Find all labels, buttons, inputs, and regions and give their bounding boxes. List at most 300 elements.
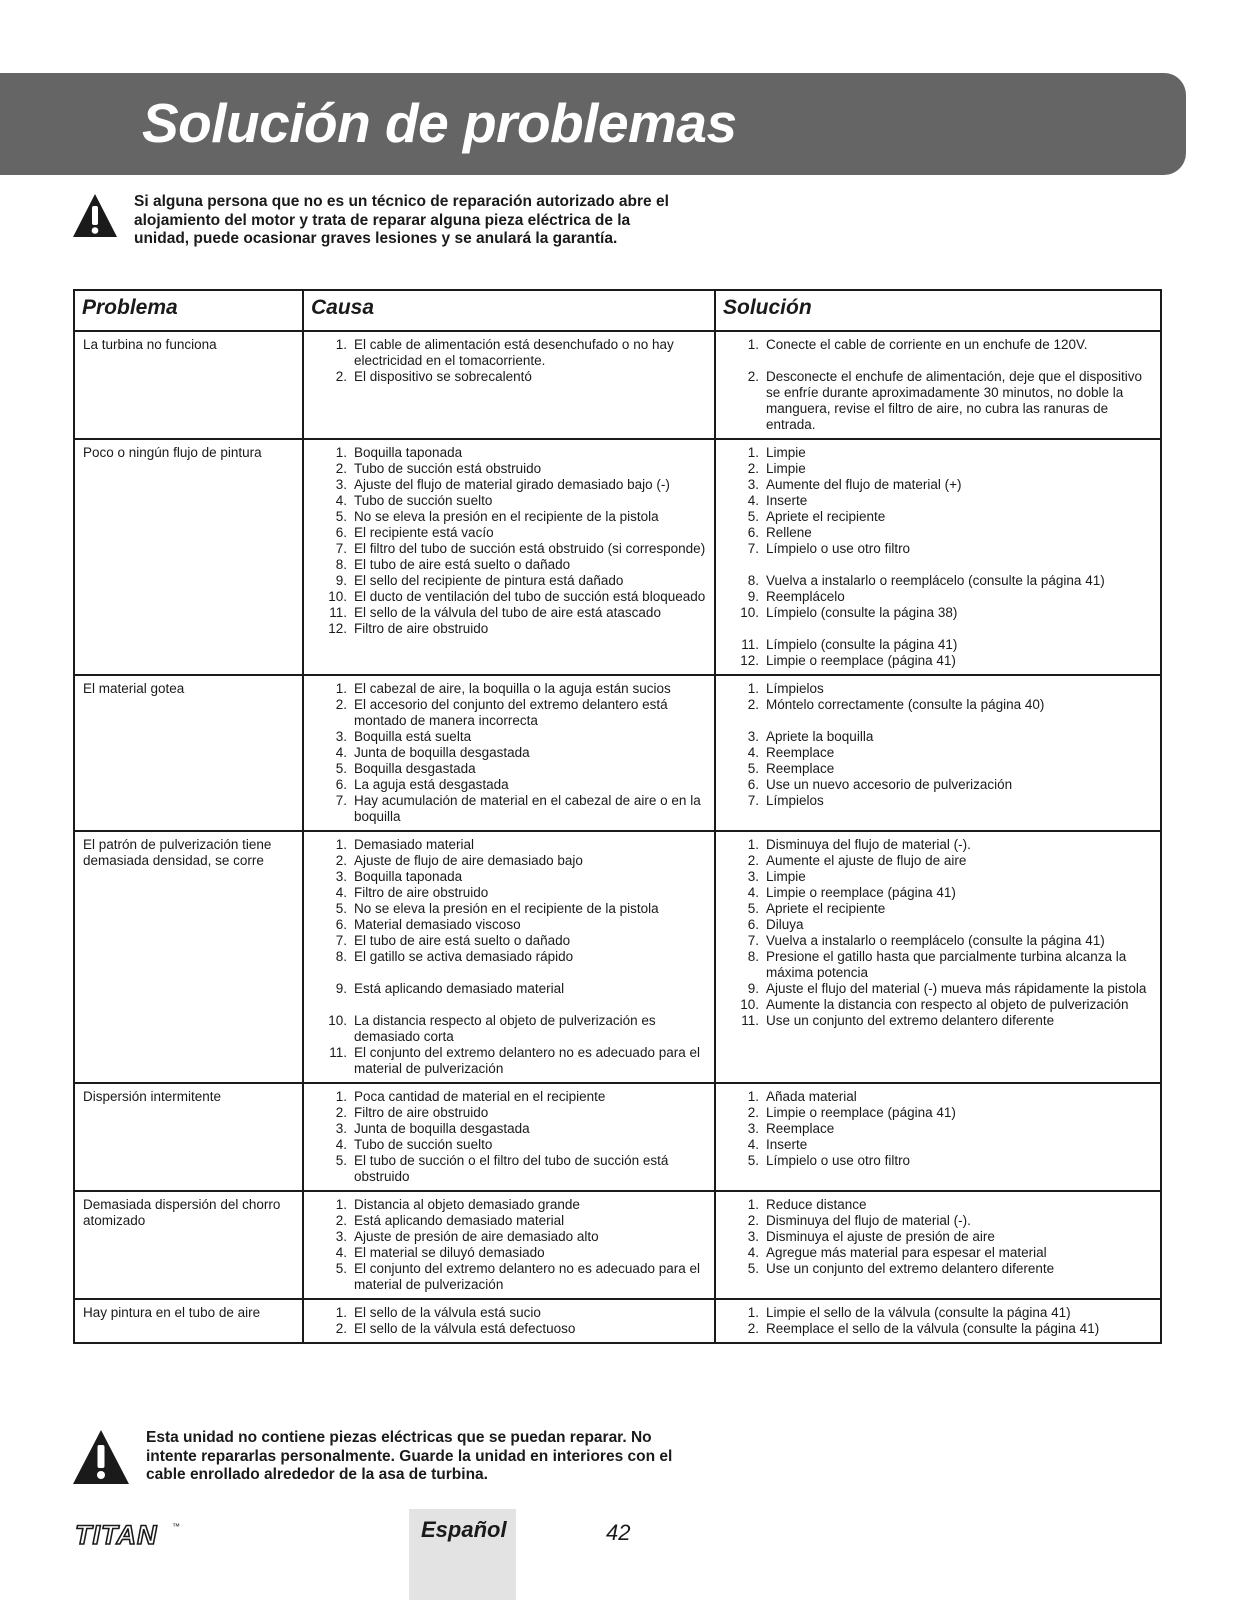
item-number: 11. — [741, 637, 759, 652]
list-item — [312, 1261, 708, 1293]
item-number: 6. — [335, 525, 347, 540]
item-number: 2. — [335, 369, 347, 384]
cause-cell — [303, 1191, 715, 1299]
item-number: 5. — [747, 1153, 759, 1168]
item-text: Vuelva a instalarlo o reemplácelo (consulte la página 41) — [766, 573, 1105, 588]
item-number: 3. — [747, 477, 759, 492]
item-number: 1. — [747, 1305, 759, 1320]
title-banner — [0, 73, 1186, 175]
item-number: 2. — [335, 697, 347, 712]
trademark-symbol: ™ — [172, 1522, 180, 1531]
item-text: La distancia respecto al objeto de pulverización es demasiado corta — [354, 1013, 656, 1044]
item-number: 7. — [747, 793, 759, 808]
item-number: 3. — [747, 869, 759, 884]
problem-cell: El patrón de pulverización tiene demasiada densidad, se corre — [74, 831, 303, 1083]
item-text: Añada material — [766, 1089, 857, 1104]
item-number: 5. — [747, 901, 759, 916]
list-item — [724, 697, 1154, 713]
solution-list — [724, 337, 1154, 433]
warning-bottom-text: Esta unidad no contiene piezas eléctricas que se puedan reparar. No intente repararlas personalmente. Guarde la unidad en interiores con el cable enrollado alrededor de la asa de turbina. — [146, 1429, 673, 1483]
item-number: 5. — [747, 761, 759, 776]
list-item — [312, 1013, 708, 1045]
item-text: El accesorio del conjunto del extremo delantero está montado de manera incorrecta — [354, 697, 668, 728]
list-item — [312, 853, 708, 869]
item-text: Reemplace — [766, 745, 835, 760]
cause-list — [312, 681, 708, 825]
solution-list — [724, 445, 1154, 669]
item-number: 4. — [335, 493, 347, 508]
item-number: 3. — [335, 869, 347, 884]
item-text: El gatillo se activa demasiado rápido — [354, 949, 574, 964]
list-item — [312, 1321, 708, 1337]
list-item — [312, 885, 708, 901]
warning-icon — [72, 1429, 130, 1485]
item-number: 1. — [335, 445, 347, 460]
problem-cell: Hay pintura en el tubo de aire — [74, 1299, 303, 1343]
item-text: Límpielo o use otro filtro — [766, 541, 911, 556]
item-number: 2. — [747, 461, 759, 476]
warning-bottom — [72, 1429, 686, 1485]
problem-cell: El material gotea — [74, 675, 303, 831]
list-item — [312, 1213, 708, 1229]
item-number: 6. — [335, 917, 347, 932]
item-number: 3. — [335, 729, 347, 744]
cause-cell — [303, 331, 715, 439]
troubleshooting-table — [73, 289, 1162, 1344]
list-item — [724, 1321, 1154, 1337]
item-text: La aguja está desgastada — [354, 777, 509, 792]
item-text: Limpie o reemplace (página 41) — [766, 653, 956, 668]
table-row — [74, 331, 1161, 439]
list-item — [724, 837, 1154, 853]
list-item — [724, 1213, 1154, 1229]
list-item — [724, 1121, 1154, 1137]
cause-list — [312, 1305, 708, 1337]
item-number: 2. — [747, 1213, 759, 1228]
list-item — [312, 461, 708, 477]
item-text: Tubo de succión está obstruido — [354, 461, 542, 476]
list-item — [724, 793, 1154, 809]
item-number: 10. — [740, 605, 759, 620]
list-item — [312, 493, 708, 509]
item-text: Disminuya del flujo de material (-). — [766, 837, 971, 852]
table-header-row — [74, 290, 1161, 331]
item-text: Material demasiado viscoso — [354, 917, 521, 932]
item-text: El conjunto del extremo delantero no es adecuado para el material de pulverización — [354, 1261, 700, 1292]
item-number: 1. — [747, 337, 759, 352]
item-text: El cable de alimentación está desenchufado o no hay electricidad en el tomacorriente. — [354, 337, 674, 368]
item-text: Boquilla está suelta — [354, 729, 472, 744]
item-number: 2. — [747, 369, 759, 384]
list-item — [724, 981, 1154, 997]
item-text: Ajuste de flujo de aire demasiado bajo — [354, 853, 583, 868]
list-item — [312, 1229, 708, 1245]
item-number: 4. — [335, 885, 347, 900]
cause-cell — [303, 831, 715, 1083]
item-number: 2. — [747, 1321, 759, 1336]
item-text: Disminuya del flujo de material (-). — [766, 1213, 971, 1228]
list-item — [312, 1197, 708, 1213]
item-text: Límpielos — [766, 793, 824, 808]
table-row — [74, 1299, 1161, 1343]
list-item — [312, 557, 708, 573]
list-item — [724, 337, 1154, 353]
list-item — [312, 369, 708, 385]
list-item — [724, 745, 1154, 761]
item-number: 2. — [747, 853, 759, 868]
list-item — [312, 917, 708, 933]
item-number: 2. — [747, 1105, 759, 1120]
list-item — [312, 777, 708, 793]
item-number: 8. — [335, 949, 347, 964]
item-text: Hay acumulación de material en el cabezal de aire o en la boquilla — [354, 793, 701, 824]
item-text: El sello de la válvula del tubo de aire está atascado — [354, 605, 661, 620]
item-text: Limpie — [766, 445, 806, 460]
item-text: El tubo de aire está suelto o dañado — [354, 557, 571, 572]
item-number: 1. — [335, 1305, 347, 1320]
list-item — [312, 1153, 708, 1185]
item-number: 1. — [335, 1089, 347, 1104]
cause-list — [312, 445, 708, 637]
page-title: Solución de problemas — [142, 92, 737, 154]
item-text: Limpie o reemplace (página 41) — [766, 1105, 956, 1120]
problem-cell: Poco o ningún flujo de pintura — [74, 439, 303, 675]
item-number: 1. — [747, 445, 759, 460]
item-number: 5. — [335, 1261, 347, 1276]
item-number: 4. — [747, 1245, 759, 1260]
list-item — [724, 493, 1154, 509]
item-number: 5. — [747, 509, 759, 524]
item-number: 3. — [335, 1121, 347, 1136]
warning-top-text: Si alguna persona que no es un técnico de reparación autorizado abre el alojamiento del motor y trata de reparar alguna pieza eléctrica de la unidad, puede ocasionar graves lesiones y se anulará la garantía. — [134, 193, 669, 247]
item-text: Reduce distance — [766, 1197, 867, 1212]
solution-cell — [715, 1083, 1161, 1191]
list-item — [312, 525, 708, 541]
item-number: 5. — [335, 1153, 347, 1168]
list-item — [724, 901, 1154, 917]
list-item — [312, 901, 708, 917]
item-number: 1. — [747, 837, 759, 852]
item-text: Tubo de succión suelto — [354, 1137, 493, 1152]
list-item — [312, 681, 708, 697]
header-solution: Solución — [715, 290, 1161, 331]
item-text: Límpielo o use otro filtro — [766, 1153, 911, 1168]
item-text: El ducto de ventilación del tubo de succión está bloqueado — [354, 589, 706, 604]
item-text: Móntelo correctamente (consulte la página 40) — [766, 697, 1045, 712]
item-text: Vuelva a instalarlo o reemplácelo (consulte la página 41) — [766, 933, 1105, 948]
list-item — [724, 1013, 1154, 1029]
item-number: 11. — [329, 605, 347, 620]
item-number: 1. — [335, 337, 347, 352]
list-item — [724, 1229, 1154, 1245]
item-text: El cabezal de aire, la boquilla o la aguja están sucios — [354, 681, 671, 696]
warning-icon — [72, 193, 118, 239]
item-text: Inserte — [766, 1137, 808, 1152]
item-text: Rellene — [766, 525, 812, 540]
item-number: 7. — [335, 793, 347, 808]
list-item — [724, 761, 1154, 777]
item-number: 4. — [335, 745, 347, 760]
cause-list — [312, 1089, 708, 1185]
list-item — [312, 697, 708, 729]
table-row — [74, 675, 1161, 831]
list-item — [312, 605, 708, 621]
item-number: 1. — [747, 1089, 759, 1104]
item-number: 2. — [747, 697, 759, 712]
item-number: 7. — [747, 541, 759, 556]
item-text: Use un conjunto del extremo delantero diferente — [766, 1013, 1055, 1028]
list-item — [312, 337, 708, 369]
item-number: 10. — [328, 1013, 347, 1028]
list-item — [312, 729, 708, 745]
item-number: 12. — [740, 653, 759, 668]
cause-cell — [303, 1299, 715, 1343]
list-item — [312, 1105, 708, 1121]
item-text: El material se diluyó demasiado — [354, 1245, 545, 1260]
item-text: Desconecte el enchufe de alimentación, deje que el dispositivo se enfríe durante aproximadamente 30 minutos, no doble la manguera, revise el filtro de aire, no cubra las ranuras de entrada. — [766, 369, 1142, 432]
item-text: Está aplicando demasiado material — [354, 981, 565, 996]
item-text: Aumente la distancia con respecto al objeto de pulverización — [766, 997, 1129, 1012]
list-item — [312, 621, 708, 637]
list-item — [312, 573, 708, 589]
item-number: 1. — [335, 681, 347, 696]
item-text: Reemplácelo — [766, 589, 845, 604]
item-text: El dispositivo se sobrecalentó — [354, 369, 532, 384]
list-item — [312, 1089, 708, 1105]
item-text: Apriete el recipiente — [766, 509, 886, 524]
item-text: Límpielo (consulte la página 38) — [766, 605, 958, 620]
item-text: El filtro del tubo de succión está obstruido (si corresponde) — [354, 541, 706, 556]
item-text: El conjunto del extremo delantero no es adecuado para el material de pulverización — [354, 1045, 700, 1076]
list-item — [724, 681, 1154, 697]
item-text: Limpie o reemplace (página 41) — [766, 885, 956, 900]
list-item — [724, 573, 1154, 589]
cause-list — [312, 837, 708, 1077]
list-item — [724, 541, 1154, 557]
item-text: Disminuya el ajuste de presión de aire — [766, 1229, 995, 1244]
list-item — [724, 509, 1154, 525]
list-item — [724, 637, 1154, 653]
item-text: Boquilla desgastada — [354, 761, 476, 776]
problem-cell: La turbina no funciona — [74, 331, 303, 439]
list-item — [724, 1153, 1154, 1169]
language-tab — [409, 1509, 516, 1600]
problem-cell: Demasiada dispersión del chorro atomizado — [74, 1191, 303, 1299]
item-number: 4. — [335, 1137, 347, 1152]
solution-cell — [715, 675, 1161, 831]
cause-cell — [303, 675, 715, 831]
list-item — [724, 917, 1154, 933]
item-number: 11. — [329, 1045, 347, 1060]
item-number: 5. — [335, 509, 347, 524]
warning-top — [72, 193, 674, 249]
item-text: El tubo de aire está suelto o dañado — [354, 933, 571, 948]
table-row — [74, 439, 1161, 675]
list-item — [312, 869, 708, 885]
table-row — [74, 831, 1161, 1083]
list-item — [724, 885, 1154, 901]
solution-list — [724, 1197, 1154, 1277]
item-text: Filtro de aire obstruido — [354, 885, 489, 900]
item-number: 7. — [747, 933, 759, 948]
problem-cell: Dispersión intermitente — [74, 1083, 303, 1191]
list-item — [724, 1105, 1154, 1121]
item-number: 10. — [328, 589, 347, 604]
item-number: 1. — [335, 837, 347, 852]
list-item — [724, 1305, 1154, 1321]
item-number: 6. — [747, 777, 759, 792]
item-text: Reemplace el sello de la válvula (consulte la página 41) — [766, 1321, 1100, 1336]
item-number: 6. — [335, 777, 347, 792]
solution-cell — [715, 331, 1161, 439]
list-item — [312, 949, 708, 965]
list-item — [724, 869, 1154, 885]
item-text: Presione el gatillo hasta que parcialmente turbina alcanza la máxima potencia — [766, 949, 1127, 980]
list-item — [312, 793, 708, 825]
item-text: Reemplace — [766, 1121, 835, 1136]
item-number: 2. — [335, 1213, 347, 1228]
item-text: Filtro de aire obstruido — [354, 621, 489, 636]
solution-cell — [715, 1299, 1161, 1343]
list-item — [724, 477, 1154, 493]
item-text: Boquilla taponada — [354, 869, 463, 884]
item-text: El sello de la válvula está defectuoso — [354, 1321, 576, 1336]
item-text: Junta de boquilla desgastada — [354, 745, 530, 760]
item-number: 5. — [747, 1261, 759, 1276]
list-item — [724, 605, 1154, 621]
item-number: 12. — [328, 621, 347, 636]
list-item — [312, 1121, 708, 1137]
item-number: 8. — [335, 557, 347, 572]
item-number: 5. — [335, 901, 347, 916]
list-item — [312, 445, 708, 461]
list-item — [312, 1245, 708, 1261]
cause-list — [312, 337, 708, 385]
solution-list — [724, 1305, 1154, 1337]
item-number: 4. — [747, 1137, 759, 1152]
list-item — [312, 837, 708, 853]
item-number: 4. — [747, 493, 759, 508]
item-text: Poca cantidad de material en el recipiente — [354, 1089, 606, 1104]
item-number: 3. — [747, 1121, 759, 1136]
item-number: 3. — [747, 729, 759, 744]
item-text: Reemplace — [766, 761, 835, 776]
item-number: 11. — [741, 1013, 759, 1028]
item-text: El sello de la válvula está sucio — [354, 1305, 541, 1320]
list-item — [724, 1089, 1154, 1105]
item-text: Apriete el recipiente — [766, 901, 886, 916]
list-item — [312, 745, 708, 761]
list-item — [724, 525, 1154, 541]
solution-list — [724, 1089, 1154, 1169]
item-number: 9. — [335, 981, 347, 996]
item-text: Está aplicando demasiado material — [354, 1213, 565, 1228]
list-item — [724, 853, 1154, 869]
item-number: 5. — [335, 761, 347, 776]
item-text: Use un nuevo accesorio de pulverización — [766, 777, 1013, 792]
solution-list — [724, 681, 1154, 809]
item-text: El tubo de succión o el filtro del tubo de succión está obstruido — [354, 1153, 669, 1184]
list-item — [724, 1137, 1154, 1153]
header-problem: Problema — [74, 290, 303, 331]
list-item — [724, 653, 1154, 669]
cause-cell — [303, 439, 715, 675]
item-text: Ajuste de presión de aire demasiado alto — [354, 1229, 599, 1244]
item-text: Diluya — [766, 917, 804, 932]
item-text: Ajuste del flujo de material girado demasiado bajo (-) — [354, 477, 670, 492]
item-number: 2. — [335, 853, 347, 868]
item-number: 4. — [747, 885, 759, 900]
list-item — [724, 997, 1154, 1013]
item-text: Límpielos — [766, 681, 824, 696]
item-text: Limpie — [766, 461, 806, 476]
cause-list — [312, 1197, 708, 1293]
item-number: 2. — [335, 1105, 347, 1120]
item-text: Ajuste el flujo del material (-) mueva más rápidamente la pistola — [766, 981, 1147, 996]
item-text: Límpielo (consulte la página 41) — [766, 637, 958, 652]
header-cause: Causa — [303, 290, 715, 331]
item-text: Distancia al objeto demasiado grande — [354, 1197, 580, 1212]
item-text: No se eleva la presión en el recipiente de la pistola — [354, 901, 659, 916]
item-number: 2. — [335, 1321, 347, 1336]
list-item — [312, 509, 708, 525]
brand-text: TITAN — [75, 1520, 158, 1550]
item-text: Filtro de aire obstruido — [354, 1105, 489, 1120]
item-text: Inserte — [766, 493, 808, 508]
item-number: 1. — [747, 1197, 759, 1212]
language-label: Español — [421, 1517, 507, 1542]
item-number: 10. — [740, 997, 759, 1012]
list-item — [724, 445, 1154, 461]
item-text: Aumente del flujo de material (+) — [766, 477, 962, 492]
item-number: 6. — [747, 917, 759, 932]
item-number: 9. — [335, 573, 347, 588]
item-number: 2. — [335, 461, 347, 476]
list-item — [724, 949, 1154, 981]
list-item — [312, 541, 708, 557]
item-number: 4. — [335, 1245, 347, 1260]
list-item — [312, 933, 708, 949]
item-text: Limpie el sello de la válvula (consulte la página 41) — [766, 1305, 1071, 1320]
item-text: Boquilla taponada — [354, 445, 463, 460]
item-number: 4. — [747, 745, 759, 760]
item-text: Tubo de succión suelto — [354, 493, 493, 508]
list-item — [724, 1245, 1154, 1261]
item-number: 8. — [747, 573, 759, 588]
list-item — [724, 777, 1154, 793]
list-item — [312, 761, 708, 777]
item-text: Junta de boquilla desgastada — [354, 1121, 530, 1136]
list-item — [724, 1261, 1154, 1277]
list-item — [724, 589, 1154, 605]
item-number: 9. — [747, 981, 759, 996]
list-item — [312, 1137, 708, 1153]
item-number: 7. — [335, 933, 347, 948]
item-number: 9. — [747, 589, 759, 604]
list-item — [724, 1197, 1154, 1213]
item-number: 1. — [335, 1197, 347, 1212]
page-number: 42 — [606, 1520, 631, 1545]
solution-list — [724, 837, 1154, 1029]
solution-cell — [715, 1191, 1161, 1299]
item-text: Use un conjunto del extremo delantero diferente — [766, 1261, 1055, 1276]
item-text: Conecte el cable de corriente en un enchufe de 120V. — [766, 337, 1088, 352]
item-number: 3. — [335, 1229, 347, 1244]
item-number: 1. — [747, 681, 759, 696]
list-item — [312, 1305, 708, 1321]
list-item — [724, 933, 1154, 949]
solution-cell — [715, 831, 1161, 1083]
